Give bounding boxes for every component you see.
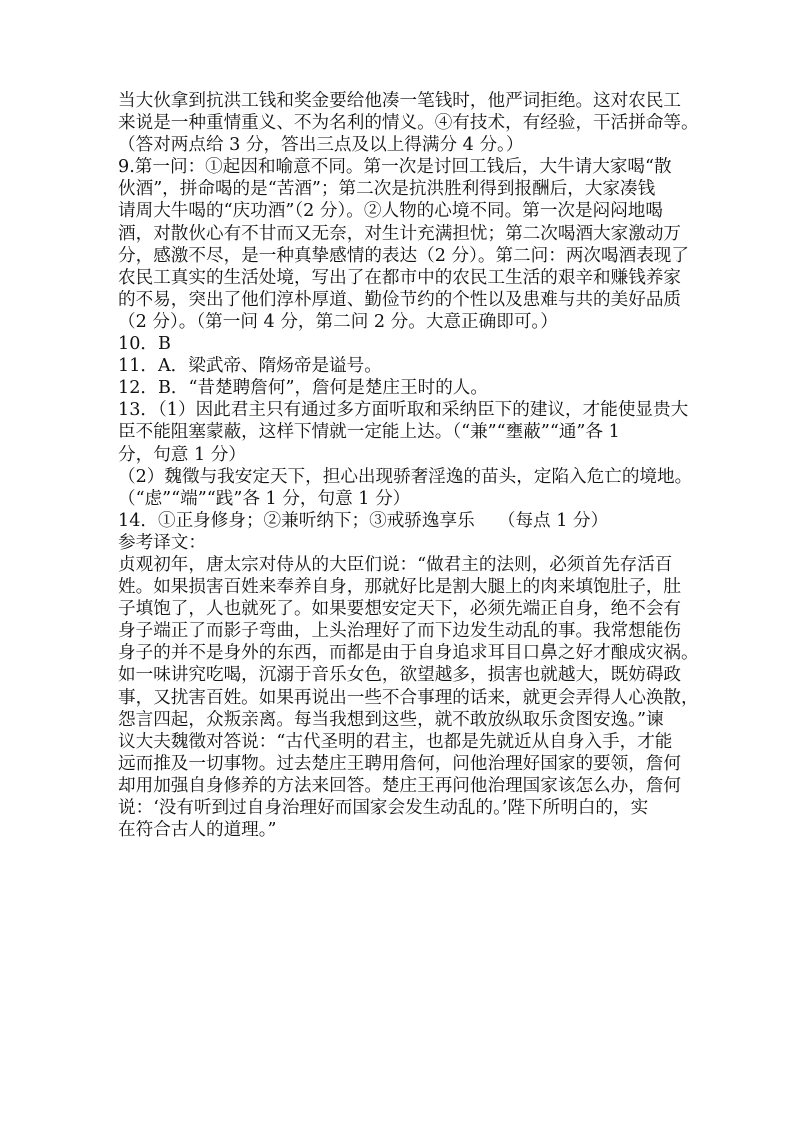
translation-line: 如一味讲究吃喝，沉溺于音乐女色，欲望越多，损害也就越大，既妨碍政 (118, 665, 682, 686)
text-line: 分，感激不尽，是一种真挚感情的表达（2 分）。第二问：两次喝酒表现了 (118, 245, 689, 266)
translation-line: 贞观初年，唐太宗对侍从的大臣们说：“做君主的法则，必须首先存活百 (118, 554, 673, 575)
answer-key-text (118, 90, 699, 841)
text-line: 当大伙拿到抗洪工钱和奖金要给他凑一笔钱时，他严词拒绝。这对农民工 (118, 91, 682, 111)
text-line: 臣不能阻塞蒙蔽，这样下情就一定能上达。（“兼”“壅蔽”“通”各 1 (118, 422, 620, 443)
translation-line: 说：‘没有听到过自身治理好而国家会发生动乱的。’陛下所明白的，实 (118, 798, 649, 818)
translation-line: 在符合古人的道理。” (118, 820, 277, 841)
translation-line: 议大夫魏徵对答说：“古代圣明的君主，也都是先就近从自身入手，才能 (118, 731, 673, 752)
text-line: （2 分）。（第一问 4 分，第二问 2 分。大意正确即可。） (118, 311, 558, 332)
translation-line: 事，又扰害百姓。如果再说出一些不合事理的话来，就更会弄得人心涣散， (118, 687, 699, 708)
translation-line: 却用加强自身修养的方法来回答。楚庄王再问他治理国家该怎么办，詹何 (118, 775, 682, 796)
text-line: 伙酒”，拼命喝的是“苦酒”；第二次是抗洪胜利得到报酬后，大家凑钱 (118, 179, 656, 200)
text-line: （2）魏徵与我安定天下，担心出现骄奢淫逸的苗头，定陷入危亡的境地。 (118, 466, 693, 487)
translation-line: 怨言四起，众叛亲离。每当我想到这些，就不敢放纵取乐贪图安逸。”谏 (118, 709, 664, 730)
question-10-answer: 10．B (118, 334, 171, 355)
translation-line: 身子的并不是身外的东西，而都是由于自身追求耳目口鼻之好才酿成灾祸。 (118, 643, 699, 664)
text-line: 酒，对散伙心有不甘而又无奈，对生计充满担忧；第二次喝酒大家激动万 (118, 223, 682, 244)
text-line: 的不易，突出了他们淳朴厚道、勤俭节约的个性以及患难与共的美好品质 (118, 289, 682, 310)
translation-line: 远而推及一切事物。过去楚庄王聘用詹何，问他治理好国家的要领，詹何 (118, 753, 682, 774)
text-line: 来说是一种重情重义、不为名利的情义。④有技术，有经验，干活拼命等。 (118, 113, 699, 134)
question-13-answer: 13．（1）因此君主只有通过多方面听取和采纳臣下的建议，才能使显贵大 (118, 400, 689, 421)
text-line: （答对两点给 3 分，答出三点及以上得满分 4 分。） (118, 135, 524, 156)
question-11-answer: 11．A．梁武帝、隋炀帝是谥号。 (118, 356, 382, 377)
text-line: 分，句意 1 分） (118, 444, 246, 465)
translation-line: 身子端正了而影子弯曲，上头治理好了而下边发生动乱的事。我常想能伤 (118, 621, 682, 642)
question-14-answer: 14．①正身修身；②兼听纳下；③戒骄逸享乐 （每点 1 分） (118, 510, 609, 531)
text-line: （“虑”“端”“践”各 1 分，句意 1 分） (118, 488, 411, 509)
translation-line: 子填饱了，人也就死了。如果要想安定天下，必须先端正自身，绝不会有 (118, 599, 682, 620)
text-line: 请周大牛喝的“庆功酒”（2 分）。②人物的心境不同。第一次是闷闷地喝 (118, 201, 663, 222)
question-9-answer: 9.第一问：①起因和喻意不同。第一次是讨回工钱后，大牛请大家喝“散 (118, 157, 672, 178)
reference-translation-heading: 参考译文： (118, 532, 206, 553)
translation-line: 姓。如果损害百姓来奉养自身，那就好比是割大腿上的肉来填饱肚子，肚 (118, 577, 682, 598)
question-12-answer: 12．B．“昔楚聘詹何”，詹何是楚庄王时的人。 (118, 378, 488, 399)
text-line: 农民工真实的生活处境，写出了在都市中的农民工生活的艰辛和赚钱养家 (118, 267, 682, 288)
